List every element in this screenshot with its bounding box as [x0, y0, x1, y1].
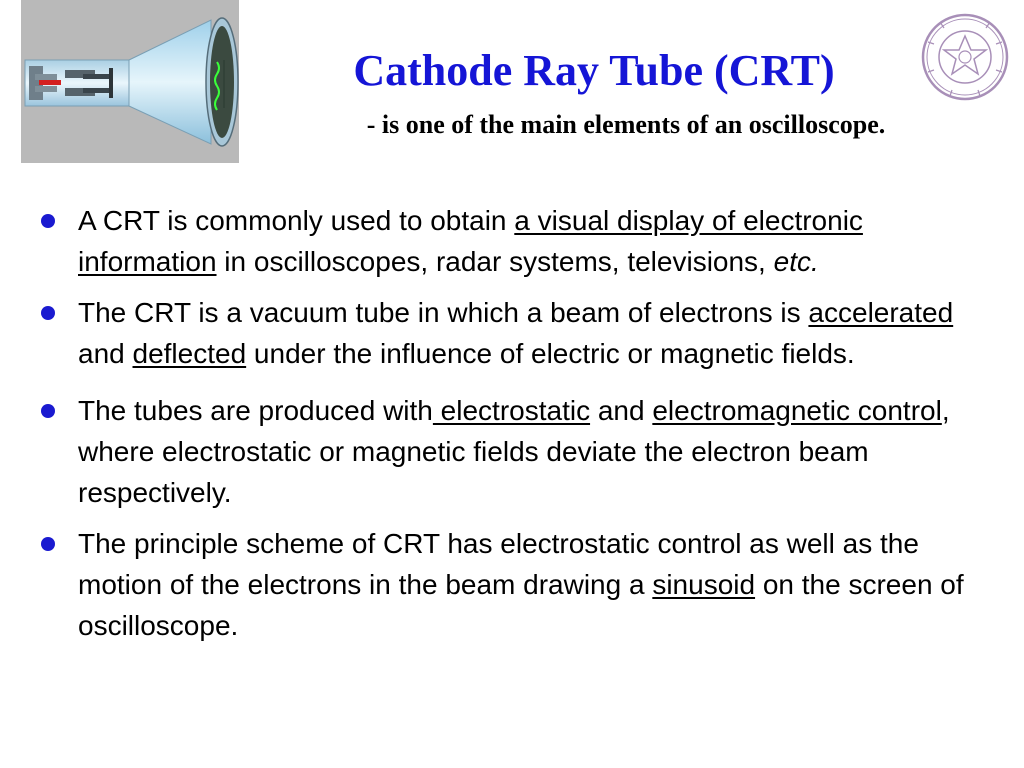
bullet-text: under the influence of electric or magnetic fields. — [246, 338, 855, 369]
bullet-dot-icon — [41, 214, 55, 228]
bullet-dot-icon — [41, 306, 55, 320]
bullet-text: in oscilloscopes, radar systems, televisions, — [216, 246, 774, 277]
bullet-text: , where electrostatic or magnetic fields deviate the electron beam respectively. — [78, 395, 950, 508]
bullet-item — [40, 523, 990, 646]
slide-title: Cathode Ray Tube (CRT) — [353, 46, 835, 95]
bullet-text: The CRT is a vacuum tube in which a beam of electrons is — [78, 297, 809, 328]
underlined-term: sinusoid — [652, 569, 756, 600]
bullet-text: and — [78, 338, 133, 369]
bullet-text: and — [590, 395, 653, 426]
bullet-text: A CRT is commonly used to obtain — [78, 205, 515, 236]
crt-tube-illustration — [21, 0, 239, 163]
underlined-term: accelerated — [808, 297, 954, 328]
bullet-dot-icon — [41, 537, 55, 551]
bullet-item — [40, 390, 990, 513]
bullet-item — [40, 200, 990, 282]
slide-subtitle: - is one of the main elements of an oscilloscope. — [366, 110, 886, 139]
bullet-text: on the screen of oscilloscope. — [78, 569, 964, 641]
bullet-dot-icon — [41, 404, 55, 418]
bullet-list — [40, 200, 990, 646]
underlined-term: electrostatic — [432, 395, 591, 426]
underlined-term: deflected — [132, 338, 247, 369]
bullet-text: The principle scheme of CRT has electrostatic control as well as the motion of the electrons in the beam drawing a — [78, 528, 919, 600]
bullet-item — [40, 292, 990, 374]
underlined-term: electromagnetic control — [652, 395, 942, 426]
italic-term: etc. — [773, 246, 819, 277]
bullet-text: The tubes are produced with — [78, 395, 433, 426]
underlined-term: a visual display of electronic information — [78, 205, 863, 277]
